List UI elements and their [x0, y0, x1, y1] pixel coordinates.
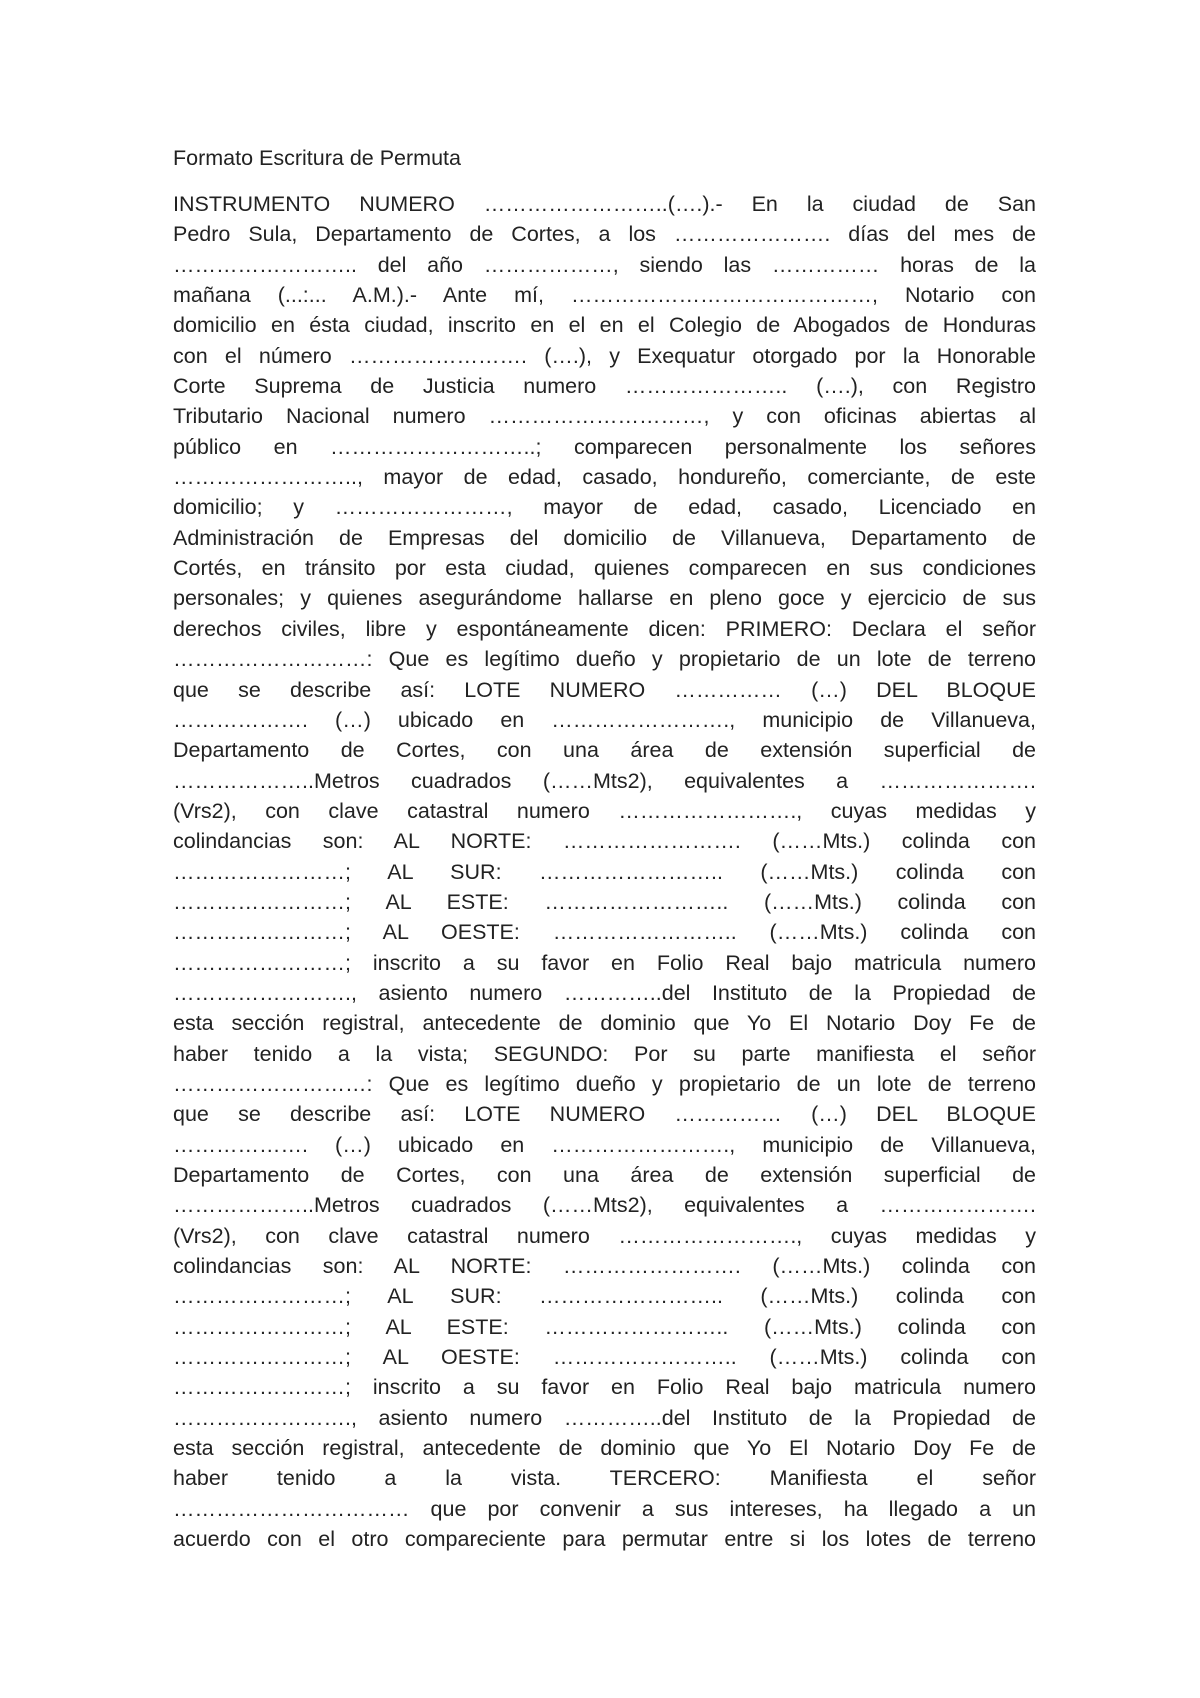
- document-line: colindancias son: AL NORTE: ……………………. (……Mts.) colinda con: [173, 1254, 1036, 1279]
- document-line: haber tenido a la vista; SEGUNDO: Por su parte manifiesta el señor: [173, 1041, 1036, 1066]
- document-line: (Vrs2), con clave catastral numero ……………………., cuyas medidas y: [173, 1223, 1036, 1248]
- document-title: Formato Escritura de Permuta: [173, 146, 461, 170]
- document-line: ……………………; inscrito a su favor en Folio Real bajo matricula numero: [173, 1375, 1036, 1400]
- document-line: público en ………………………..; comparecen personalmente los señores: [173, 434, 1036, 459]
- document-line: ……………………; AL ESTE: …………………….. (……Mts.) colinda con: [173, 1314, 1036, 1339]
- document-line: …………………….., mayor de edad, casado, hondureño, comerciante, de este: [173, 465, 1036, 490]
- document-line: ………………..Metros cuadrados (……Mts2), equivalentes a ………………….: [173, 1193, 1036, 1218]
- document-line: ………………………: Que es legítimo dueño y propietario de un lote de terreno: [173, 1071, 1036, 1096]
- document-line: ……………………; AL OESTE: …………………….. (……Mts.) colinda con: [173, 1345, 1036, 1370]
- document-line: haber tenido a la vista. TERCERO: Manifiesta el señor: [173, 1466, 1036, 1491]
- document-line: Corte Suprema de Justicia numero ………………….. (….), con Registro: [173, 374, 1036, 399]
- document-line: …………………………… que por convenir a sus intereses, ha llegado a un: [173, 1496, 1036, 1521]
- document-line: ………………. (…) ubicado en ……………………., municipio de Villanueva,: [173, 1132, 1036, 1157]
- document-line: Cortés, en tránsito por esta ciudad, quienes comparecen en sus condiciones: [173, 556, 1036, 581]
- document-line: que se describe así: LOTE NUMERO …………… (…) DEL BLOQUE: [173, 1102, 1036, 1127]
- document-line: ……………………; AL OESTE: …………………….. (……Mts.) colinda con: [173, 920, 1036, 945]
- document-line: ………………..Metros cuadrados (……Mts2), equivalentes a ………………….: [173, 768, 1036, 793]
- document-line: Departamento de Cortes, con una área de extensión superficial de: [173, 1163, 1036, 1187]
- document-line: INSTRUMENTO NUMERO ……………………..(….).- En la ciudad de San: [173, 192, 1036, 216]
- document-line: acuerdo con el otro compareciente para permutar entre si los lotes de terreno: [173, 1527, 1036, 1552]
- document-line: ………………………: Que es legítimo dueño y propietario de un lote de terreno: [173, 647, 1036, 672]
- document-line: Departamento de Cortes, con una área de extensión superficial de: [173, 738, 1036, 763]
- document-line: esta sección registral, antecedente de dominio que Yo El Notario Doy Fe de: [173, 1436, 1036, 1461]
- document-line: Pedro Sula, Departamento de Cortes, a los …………………. días del mes de: [173, 222, 1036, 247]
- document-line: ……………………; AL ESTE: …………………….. (……Mts.) colinda con: [173, 889, 1036, 914]
- document-line: ……………………., asiento numero …………..del Instituto de la Propiedad de: [173, 980, 1036, 1005]
- document-line: Tributario Nacional numero …………………………, y con oficinas abiertas al: [173, 404, 1036, 429]
- document-line: ………………. (…) ubicado en ……………………., municipio de Villanueva,: [173, 707, 1036, 732]
- document-body: [173, 189, 1036, 1554]
- document-line: …………………….. del año ………………, siendo las …………… horas de la: [173, 252, 1036, 277]
- document-line: derechos civiles, libre y espontáneamente dicen: PRIMERO: Declara el señor: [173, 616, 1036, 641]
- document-line: con el número ……………………. (….), y Exequatur otorgado por la Honorable: [173, 343, 1036, 368]
- document-line: personales; y quienes asegurándome hallarse en pleno goce y ejercicio de sus: [173, 586, 1036, 611]
- document-line: ……………………; inscrito a su favor en Folio Real bajo matricula numero: [173, 950, 1036, 975]
- document-line: colindancias son: AL NORTE: ……………………. (……Mts.) colinda con: [173, 829, 1036, 854]
- document-line: que se describe así: LOTE NUMERO …………… (…) DEL BLOQUE: [173, 677, 1036, 702]
- document-line: domicilio en ésta ciudad, inscrito en el en el Colegio de Abogados de Honduras: [173, 313, 1036, 338]
- document-line: mañana (...:... A.M.).- Ante mí, ……………………………………, Notario con: [173, 283, 1036, 308]
- document-line: ……………………; AL SUR: …………………….. (……Mts.) colinda con: [173, 1284, 1036, 1309]
- document-line: (Vrs2), con clave catastral numero ……………………., cuyas medidas y: [173, 798, 1036, 823]
- document-line: Administración de Empresas del domicilio de Villanueva, Departamento de: [173, 525, 1036, 550]
- document-line: esta sección registral, antecedente de dominio que Yo El Notario Doy Fe de: [173, 1011, 1036, 1036]
- document-line: domicilio; y ……………………, mayor de edad, casado, Licenciado en: [173, 495, 1036, 520]
- document-line: ……………………; AL SUR: …………………….. (……Mts.) colinda con: [173, 859, 1036, 884]
- document-line: ……………………., asiento numero …………..del Instituto de la Propiedad de: [173, 1405, 1036, 1430]
